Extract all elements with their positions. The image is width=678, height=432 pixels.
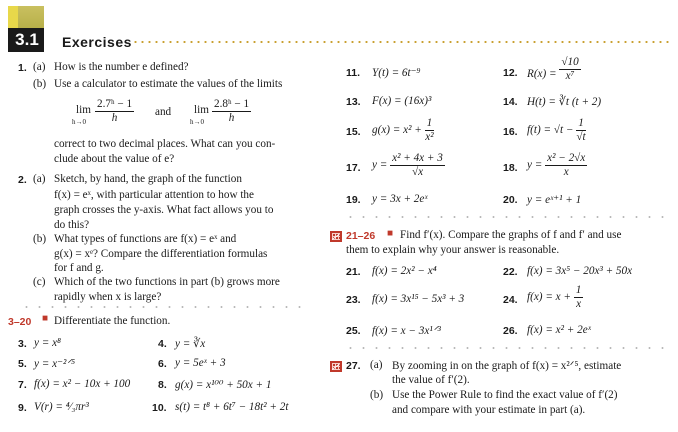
problem-2c-line-2: rapidly when x is large? [54, 291, 162, 303]
problem-27b-line-2: and compare with your estimate in part (a). [392, 404, 586, 416]
problem-16-number: 16. [503, 126, 518, 138]
problem-18-expr [527, 152, 587, 179]
problem-24-prefix: f(x) = x + [527, 291, 574, 304]
limit-1-label: lim [76, 104, 91, 116]
problem-20-number: 20. [503, 194, 518, 206]
problem-17-denominator: √x [411, 166, 424, 178]
limit-2-label: lim [194, 104, 209, 116]
problem-22-expr: f(x) = 3x⁵ − 20x³ + 50x [527, 265, 633, 277]
and-text: and [155, 106, 172, 118]
problem-18-numerator: x² − 2√x [547, 152, 586, 164]
problem-16-numerator: 1 [578, 117, 584, 129]
limit-2-numerator: 2.8ʰ − 1 [214, 98, 250, 110]
problem-20-expr: y = eˣ⁺¹ + 1 [527, 194, 582, 206]
square-bullet-icon: ■ [387, 228, 394, 239]
problem-5-expr: y = x⁻²ᐟ⁵ [34, 358, 75, 370]
problem-17-expr [372, 152, 445, 179]
graphing-calculator-icon [330, 361, 342, 372]
problem-2b-line-2: g(x) = xᵉ? Compare the differentiation formulas [54, 248, 268, 260]
problem-range-21-26: 21–26 [346, 230, 376, 242]
problem-2b-label: (b) [33, 233, 47, 245]
problem-11-expr: Y(t) = 6t⁻⁹ [372, 67, 421, 79]
divider [20, 306, 310, 308]
problem-12-numerator: √10 [561, 56, 579, 68]
limit-1-fraction [95, 98, 134, 125]
problem-15-numerator: 1 [426, 117, 433, 129]
problem-24-denominator: x [576, 298, 582, 310]
graphing-calculator-icon [330, 231, 342, 242]
problem-5-number: 5. [18, 358, 27, 370]
problem-25-expr: f(x) = x − 3x¹ᐟ³ [372, 325, 441, 337]
problem-8-number: 8. [158, 379, 167, 391]
problem-2a-line-4: do this? [54, 219, 90, 231]
problem-7-expr: f(x) = x² − 10x + 100 [34, 378, 131, 390]
problem-15-denominator: x² [425, 131, 434, 143]
problem-27a-line-2: the value of f′(2). [392, 374, 470, 386]
problem-4-expr: y = ∛x [175, 338, 206, 350]
problem-18-number: 18. [503, 162, 518, 174]
problem-27a-line-1: By zooming in on the graph of f(x) = x²ᐟ⁵, estimate [392, 360, 622, 372]
problem-9-number: 9. [18, 402, 27, 414]
problem-2a-label: (a) [33, 173, 46, 185]
problem-1b-label: (b) [33, 78, 47, 90]
problem-27b-line-1: Use the Power Rule to find the exact value of f′(2) [392, 389, 618, 401]
problem-21-expr: f(x) = 2x² − x⁴ [372, 265, 437, 277]
problem-2a-line-3: graph crosses the y-axis. What fact allows you to [54, 204, 274, 216]
problem-19-number: 19. [346, 194, 361, 206]
limit-2-subscript: h→0 [190, 118, 204, 126]
problem-21-26-line-1: Find f′(x). Compare the graphs of f and f′ and use [400, 229, 622, 241]
problem-21-number: 21. [346, 266, 361, 278]
problem-6-expr: y = 5eˣ + 3 [175, 357, 226, 369]
problem-2a-line-2: f(x) = eˣ, with particular attention to how the [54, 189, 254, 201]
problem-21-26-line-2: them to explain why your answer is reasonable. [346, 244, 560, 256]
problem-4-number: 4. [158, 338, 167, 350]
limit-1-denominator: h [111, 112, 118, 124]
problem-14-expr: H(t) = ∛t (t + 2) [527, 96, 602, 108]
problem-26-expr: f(x) = x² + 2eˣ [527, 324, 591, 336]
limit-2-denominator: h [228, 112, 235, 124]
problem-3-expr: y = x⁸ [34, 337, 61, 349]
problem-23-number: 23. [346, 294, 361, 306]
problem-17-number: 17. [346, 162, 361, 174]
section-color-bar [8, 6, 18, 28]
limit-1-subscript: h→0 [72, 118, 86, 126]
problem-11-number: 11. [346, 67, 361, 79]
page-title: Exercises [62, 34, 132, 50]
problem-16-prefix: f(t) = √t − [527, 124, 577, 137]
problem-2a-line-1: Sketch, by hand, the graph of the function [54, 173, 242, 185]
problem-2b-line-1: What types of functions are f(x) = eˣ and [54, 233, 237, 245]
problem-24-expr [527, 284, 583, 311]
problem-26-number: 26. [503, 325, 518, 337]
problem-2-number: 2. [18, 174, 27, 186]
problem-16-denominator: √t [576, 131, 586, 143]
limit-1 [76, 104, 91, 116]
limit-2-fraction [212, 98, 251, 125]
problem-9-expr: V(r) = ⁴⁄₃πr³ [34, 401, 89, 413]
problem-19-expr: y = 3x + 2eˣ [372, 193, 428, 205]
section-number: 3.1 [15, 30, 39, 49]
problem-2c-label: (c) [33, 276, 46, 288]
problem-range-3-20-text: Differentiate the function. [54, 315, 171, 327]
problem-2b-line-3: for f and g. [54, 262, 104, 274]
problem-7-number: 7. [18, 379, 27, 391]
problem-6-number: 6. [158, 358, 167, 370]
problem-10-expr: s(t) = t⁸ + 6t⁷ − 18t² + 2t [175, 401, 289, 413]
divider [344, 347, 664, 349]
problem-27a-label: (a) [370, 359, 383, 371]
problem-23-expr: f(x) = 3x¹⁵ − 5x³ + 3 [372, 293, 465, 305]
problem-14-number: 14. [503, 96, 518, 108]
problem-27-number: 27. [346, 360, 361, 372]
problem-range-3-20: 3–20 [8, 316, 32, 328]
problem-8-expr: g(x) = x¹⁰⁰ + 50x + 1 [175, 379, 272, 391]
problem-2c-line-1: Which of the two functions in part (b) grows more [54, 276, 280, 288]
problem-12-prefix: R(x) = [527, 68, 560, 81]
problem-27b-label: (b) [370, 389, 384, 401]
problem-1a-label: (a) [33, 61, 46, 73]
problem-1b-text: Use a calculator to estimate the values of the limits [54, 78, 283, 90]
divider [344, 216, 664, 218]
problem-18-denominator: x [563, 166, 569, 178]
problem-12-denominator: x⁷ [565, 70, 575, 82]
problem-24-number: 24. [503, 294, 518, 306]
section-color-block [18, 6, 44, 28]
square-bullet-icon: ■ [42, 313, 49, 324]
problem-22-number: 22. [503, 266, 518, 278]
problem-13-expr: F(x) = (16x)³ [372, 95, 432, 107]
problem-15-prefix: g(x) = x² + [372, 124, 425, 137]
problem-1-number: 1. [18, 62, 27, 74]
limit-1-numerator: 2.7ʰ − 1 [97, 98, 133, 110]
problem-15-expr [372, 117, 434, 144]
problem-12-expr [527, 56, 581, 83]
problem-15-number: 15. [346, 126, 361, 138]
problem-13-number: 13. [346, 96, 361, 108]
problem-24-numerator: 1 [575, 284, 582, 296]
problem-1-text-2: clude about the value of e? [54, 153, 175, 165]
problem-10-number: 10. [152, 402, 167, 414]
problem-17-prefix: y = [372, 159, 391, 172]
problem-1-text-1: correct to two decimal places. What can you con- [54, 138, 276, 150]
problem-1a-text: How is the number e defined? [54, 61, 189, 73]
problem-25-number: 25. [346, 325, 361, 337]
header-divider [132, 41, 670, 43]
problem-12-number: 12. [503, 67, 518, 79]
problem-16-expr [527, 117, 586, 144]
problem-18-prefix: y = [527, 159, 546, 172]
problem-17-numerator: x² + 4x + 3 [392, 152, 443, 164]
problem-3-number: 3. [18, 338, 27, 350]
